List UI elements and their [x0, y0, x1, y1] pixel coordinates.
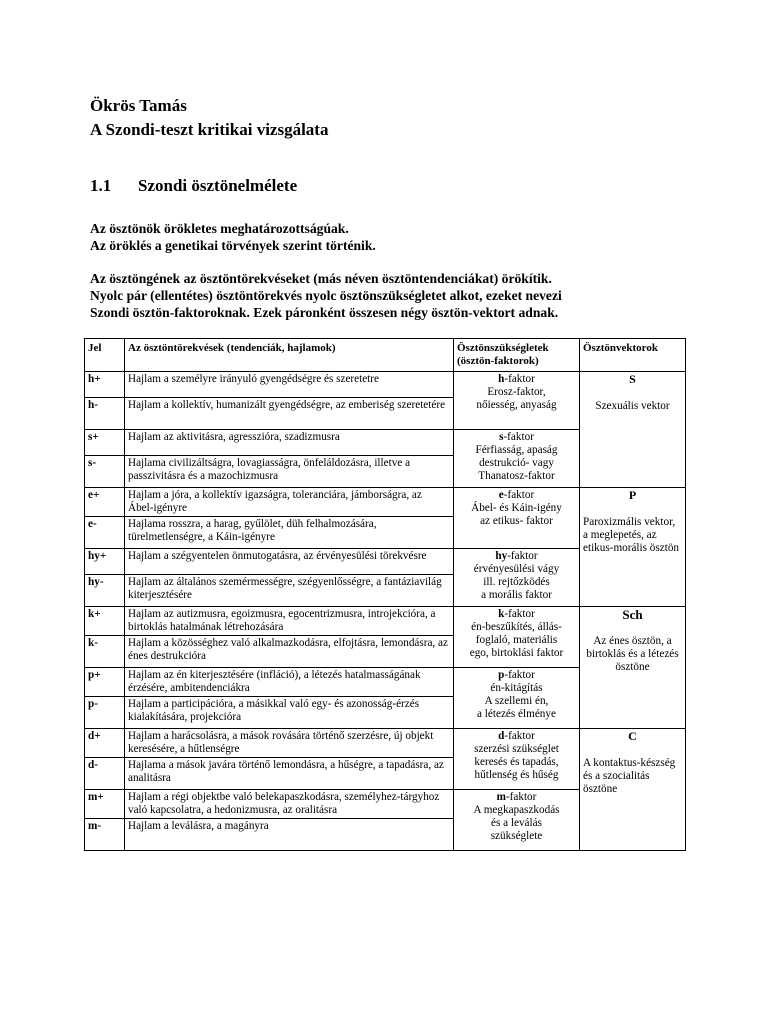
tendency-cell: Hajlam a közösséghez való alkalmazkodásra, elfojtásra, lemondásra, az énes destrukcióra	[125, 636, 454, 668]
paragraph-line: Szondi ösztön-faktoroknak. Ezek páronként összesen négy ösztön-vektort adnak.	[90, 305, 559, 320]
factor-heading	[457, 791, 576, 804]
vector-name: Sch	[622, 607, 643, 622]
paragraph-line: Az ösztönök örökletes meghatározottságúak.	[90, 221, 349, 236]
tendency-cell: Hajlam a személyre irányuló gyengédségre és szeretetre	[125, 372, 454, 398]
table-body	[85, 372, 686, 851]
vector-description: Szexuális vektor	[595, 400, 670, 412]
vector-name: P	[628, 488, 637, 502]
sign-cell: k+	[85, 607, 125, 636]
section-number: 1.1	[90, 176, 112, 195]
factor-description-line: A szellemi én,	[484, 695, 549, 707]
factor-description-line: szerzési szükséglet	[474, 743, 559, 755]
intro-paragraph	[90, 220, 690, 254]
section-heading	[90, 176, 297, 196]
factor-name: e	[498, 489, 504, 501]
table-header-row	[85, 339, 686, 372]
header-tendencies: Az ösztöntörekvések (tendenciák, hajlamok)	[125, 339, 454, 372]
factor-description-line: Erosz-faktor,	[487, 386, 546, 398]
paragraph-line: Nyolc pár (ellentétes) ösztöntörekvés nyolc ösztönszükségletet alkot, ezeket nevezi	[90, 288, 562, 303]
factor-name: hy	[495, 550, 508, 562]
factor-suffix: -faktor	[504, 730, 535, 742]
factor-heading	[457, 489, 576, 502]
vector-cell	[580, 488, 686, 607]
factor-description-line: destrukció- vagy	[479, 457, 554, 469]
factor-heading	[457, 373, 576, 386]
factor-name: d	[498, 730, 505, 742]
factor-suffix: -faktor	[503, 431, 534, 443]
sign-cell: hy-	[85, 575, 125, 607]
factor-description-line: foglaló, materiális	[475, 634, 558, 646]
factor-description-line: A megkapaszkodás	[473, 804, 560, 816]
table-row	[85, 488, 686, 517]
tendency-cell: Hajlam az én kiterjesztésére (infláció), a létezés hatalmasságának érzésére, ambitendenciákra	[125, 668, 454, 697]
vector-description: A kontaktus-készség és a szocialitás ösztöne	[583, 757, 676, 795]
factor-description-line: nőiesség, anyaság	[476, 399, 557, 411]
factor-suffix: -faktor	[503, 489, 535, 501]
vector-name: C	[628, 729, 637, 743]
factor-description-line: ego, birtoklási faktor	[469, 647, 564, 659]
tendency-cell: Hajlam a szégyentelen önmutogatásra, az érvényesülési törekvésre	[125, 549, 454, 575]
factor-description-line: ill. rejtőzködés	[483, 576, 550, 588]
factor-description-line: Thanatosz-faktor	[478, 470, 555, 482]
header-vectors: Ösztönvektorok	[580, 339, 686, 372]
table-row	[85, 372, 686, 398]
factor-cell	[454, 488, 580, 549]
header-jel: Jel	[85, 339, 125, 372]
sign-cell: h+	[85, 372, 125, 398]
tendency-cell: Hajlam az autizmusra, egoizmusra, egocentrizmusra, introjekcióra, a birtoklás hatalmának létrehozására	[125, 607, 454, 636]
paragraph-line: Az öröklés a genetikai törvények szerint történik.	[90, 238, 376, 253]
sign-cell: k-	[85, 636, 125, 668]
factor-name: h	[498, 373, 505, 385]
tendency-cell: Hajlama rosszra, a harag, gyűlölet, düh felhalmozására, türelmetlenségre, a Káin-igényre	[125, 517, 454, 549]
vector-description: Paroxizmális vektor, a meglepetés, az etikus-morális ösztön	[583, 516, 680, 554]
sign-cell: s+	[85, 430, 125, 456]
tendency-cell: Hajlam az aktivitásra, agresszióra, szadizmusra	[125, 430, 454, 456]
factor-name: k	[498, 608, 505, 620]
vector-cell	[580, 607, 686, 729]
factor-description-line: szükséglete	[490, 830, 543, 842]
szondi-factor-table	[84, 338, 686, 851]
sign-cell: d+	[85, 729, 125, 758]
factor-cell	[454, 372, 580, 430]
factor-heading	[457, 730, 576, 743]
sign-cell: d-	[85, 758, 125, 790]
sign-cell: p+	[85, 668, 125, 697]
factor-heading	[457, 550, 576, 563]
factor-description-line: az etikus- faktor	[480, 515, 553, 527]
factor-cell	[454, 790, 580, 851]
factor-description-line: a morális faktor	[481, 589, 552, 601]
factor-description-line: Ábel- és Káin-igény	[471, 502, 562, 514]
factor-suffix: -faktor	[504, 669, 535, 681]
paragraph-line: Az ösztöngének az ösztöntörekvéseket (más néven ösztöntendenciákat) örökítik.	[90, 271, 552, 286]
factor-name: p	[498, 669, 505, 681]
factor-description-line: érvényesülési vágy	[473, 563, 560, 575]
tendency-cell: Hajlam a leválásra, a magányra	[125, 819, 454, 851]
factor-cell	[454, 607, 580, 668]
tendency-cell: Hajlam a jóra, a kollektív igazságra, toleranciára, jámborságra, az Ábel-igényre	[125, 488, 454, 517]
tendency-cell: Hajlam a kollektív, humanizált gyengédségre, az emberiség szeretetére	[125, 398, 454, 430]
vector-name: S	[629, 372, 636, 386]
factor-name: s	[499, 431, 504, 443]
sign-cell: e-	[85, 517, 125, 549]
factor-cell	[454, 549, 580, 607]
vector-description: Az énes ösztön, a birtoklás és a létezés ösztöne	[586, 635, 679, 673]
factor-cell	[454, 430, 580, 488]
factor-description-line: én-beszűkítés, állás-	[471, 621, 562, 633]
factor-heading	[457, 431, 576, 444]
author-name: Ökrös Tamás	[90, 96, 187, 115]
factor-description-line: én-kitágítás	[490, 682, 543, 694]
factor-cell	[454, 729, 580, 790]
factor-heading	[457, 669, 576, 682]
factor-description-line: és a leválás	[491, 817, 542, 829]
tendency-cell: Hajlam a participációra, a másikkal való egy- és azonosság-érzés kialakítására, projekcióra	[125, 697, 454, 729]
factor-description-line: hűtlenség és hűség	[474, 769, 559, 781]
factor-suffix: -faktor	[507, 550, 538, 562]
factor-description-line: Férfiasság, apaság	[475, 444, 558, 456]
header-factors: Ösztönszükségletek (ösztön-faktorok)	[454, 339, 580, 372]
vector-cell	[580, 729, 686, 851]
factor-name: m	[496, 791, 506, 803]
genes-paragraph	[90, 270, 690, 321]
table-row	[85, 607, 686, 636]
factor-description-line: a létezés élménye	[477, 708, 556, 720]
sign-cell: e+	[85, 488, 125, 517]
sign-cell: m-	[85, 819, 125, 851]
sign-cell: s-	[85, 456, 125, 488]
vector-cell	[580, 372, 686, 488]
factor-heading	[457, 608, 576, 621]
factor-description-line: keresés és tapadás,	[474, 756, 559, 768]
sign-cell: m+	[85, 790, 125, 819]
tendency-cell: Hajlam az általános szemérmességre, szégyenlősségre, a fantáziavilág kiterjesztésére	[125, 575, 454, 607]
factor-suffix: -faktor	[504, 608, 535, 620]
factor-cell	[454, 668, 580, 729]
tendency-cell: Hajlama a mások javára történő lemondásra, a hűségre, a tapadásra, az analitásra	[125, 758, 454, 790]
section-title: Szondi ösztönelmélete	[138, 176, 298, 195]
sign-cell: h-	[85, 398, 125, 430]
table-row	[85, 729, 686, 758]
sign-cell: hy+	[85, 549, 125, 575]
tendency-cell: Hajlama civilizáltságra, lovagiasságra, önfeláldozásra, illetve a passzivitásra és a mazochizmusra	[125, 456, 454, 488]
sign-cell: p-	[85, 697, 125, 729]
document-title: A Szondi-teszt kritikai vizsgálata	[90, 120, 329, 139]
factor-suffix: -faktor	[504, 373, 535, 385]
factor-suffix: -faktor	[505, 791, 537, 803]
tendency-cell: Hajlam a harácsolásra, a mások rovására történő szerzésre, új objekt keresésére, a hűtlenségre	[125, 729, 454, 758]
tendency-cell: Hajlam a régi objektbe való belekapaszkodásra, személyhez-tárgyhoz való kapcsolatra, a hedonizmusra, az oralitásra	[125, 790, 454, 819]
